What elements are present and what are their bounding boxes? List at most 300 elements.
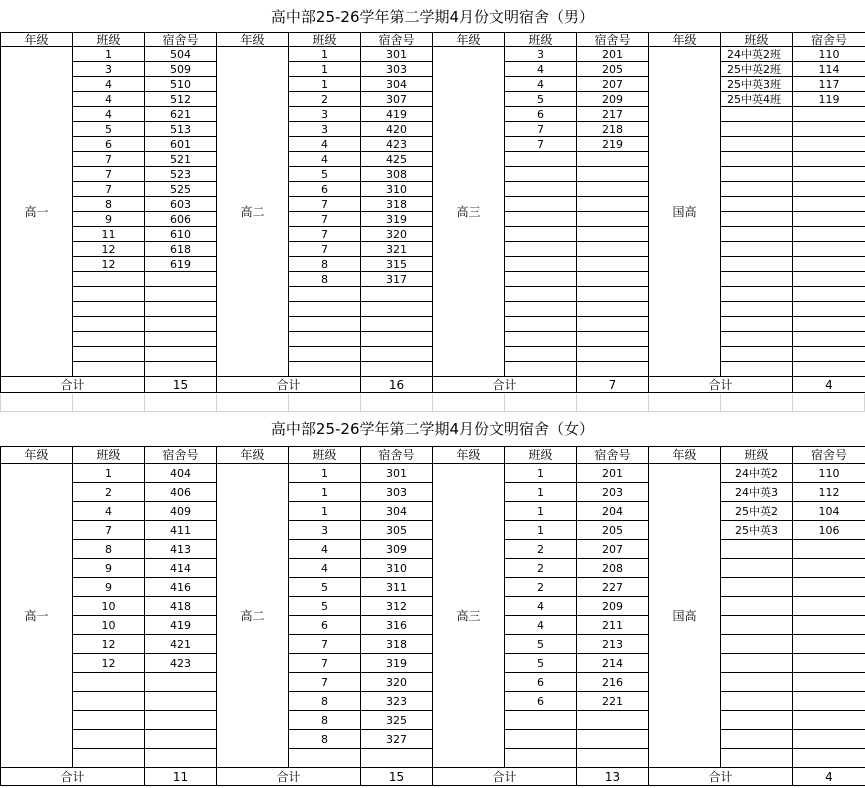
- girls-total-label-0: 合计: [1, 768, 145, 786]
- room-cell: [145, 692, 217, 711]
- room-cell: [793, 152, 865, 167]
- room-cell: [793, 578, 865, 597]
- room-cell: 601: [145, 137, 217, 152]
- class-cell: 12: [73, 242, 145, 257]
- room-cell: 413: [145, 540, 217, 559]
- girls-dormitory-table: [0, 446, 865, 786]
- class-cell: 4: [505, 597, 577, 616]
- class-cell: [73, 287, 145, 302]
- class-cell: 2: [505, 578, 577, 597]
- room-cell: 117: [793, 77, 865, 92]
- room-cell: 618: [145, 242, 217, 257]
- boys-dormitory-table: [0, 32, 865, 393]
- room-cell: [793, 597, 865, 616]
- class-cell: [505, 287, 577, 302]
- class-cell: [721, 711, 793, 730]
- room-cell: [361, 347, 433, 362]
- girls-grade-cell-1: 高二: [217, 464, 289, 768]
- class-cell: 7: [73, 167, 145, 182]
- girls-header-class-1: 班级: [289, 447, 361, 464]
- boys-total-value-3: 4: [793, 377, 865, 393]
- class-cell: [73, 749, 145, 768]
- girls-header-class-0: 班级: [73, 447, 145, 464]
- class-cell: 6: [505, 692, 577, 711]
- class-cell: [721, 212, 793, 227]
- class-cell: 1: [289, 464, 361, 483]
- room-cell: 610: [145, 227, 217, 242]
- room-cell: [793, 317, 865, 332]
- room-cell: [793, 272, 865, 287]
- room-cell: [145, 302, 217, 317]
- room-cell: 207: [577, 77, 649, 92]
- class-cell: 12: [73, 635, 145, 654]
- room-cell: 523: [145, 167, 217, 182]
- class-cell: 24中英3: [721, 483, 793, 502]
- class-cell: 3: [73, 62, 145, 77]
- boys-total-label-0: 合计: [1, 377, 145, 393]
- room-cell: 423: [361, 137, 433, 152]
- boys-header-grade-2: 年级: [433, 33, 505, 47]
- room-cell: 409: [145, 502, 217, 521]
- boys-table-title: 高中部25-26学年第二学期4月份文明宿舍（男）: [270, 8, 595, 26]
- room-cell: [145, 317, 217, 332]
- room-cell: 119: [793, 92, 865, 107]
- class-cell: [289, 332, 361, 347]
- room-cell: 110: [793, 464, 865, 483]
- girls-header-grade-3: 年级: [649, 447, 721, 464]
- class-cell: [505, 182, 577, 197]
- boys-header-grade-3: 年级: [649, 33, 721, 47]
- class-cell: 7: [289, 212, 361, 227]
- class-cell: [721, 692, 793, 711]
- class-cell: [505, 212, 577, 227]
- room-cell: [793, 749, 865, 768]
- class-cell: 2: [73, 483, 145, 502]
- boys-header-class-1: 班级: [289, 33, 361, 47]
- room-cell: [577, 197, 649, 212]
- room-cell: [577, 730, 649, 749]
- class-cell: 7: [289, 242, 361, 257]
- room-cell: [793, 654, 865, 673]
- room-cell: 207: [577, 540, 649, 559]
- class-cell: [721, 257, 793, 272]
- class-cell: 8: [289, 730, 361, 749]
- class-cell: 4: [505, 77, 577, 92]
- room-cell: 307: [361, 92, 433, 107]
- class-cell: [721, 597, 793, 616]
- room-cell: [577, 711, 649, 730]
- girls-header-grade-1: 年级: [217, 447, 289, 464]
- class-cell: [505, 302, 577, 317]
- class-cell: [721, 197, 793, 212]
- class-cell: 4: [73, 77, 145, 92]
- class-cell: 8: [73, 197, 145, 212]
- boys-header-class-2: 班级: [505, 33, 577, 47]
- class-cell: 7: [289, 635, 361, 654]
- girls-header-row: [1, 447, 865, 464]
- class-cell: 4: [289, 559, 361, 578]
- class-cell: [505, 272, 577, 287]
- class-cell: [505, 197, 577, 212]
- room-cell: 304: [361, 502, 433, 521]
- room-cell: [361, 749, 433, 768]
- class-cell: 1: [73, 464, 145, 483]
- room-cell: [577, 347, 649, 362]
- room-cell: [793, 302, 865, 317]
- class-cell: [721, 107, 793, 122]
- class-cell: [505, 167, 577, 182]
- class-cell: 11: [73, 227, 145, 242]
- class-cell: 24中英2班: [721, 47, 793, 62]
- room-cell: 304: [361, 77, 433, 92]
- room-cell: [577, 227, 649, 242]
- class-cell: [721, 137, 793, 152]
- class-cell: 1: [289, 483, 361, 502]
- class-cell: 1: [289, 47, 361, 62]
- class-cell: [721, 347, 793, 362]
- class-cell: [505, 152, 577, 167]
- class-cell: 1: [505, 502, 577, 521]
- boys-grade-cell-2: 高三: [433, 47, 505, 377]
- room-cell: [793, 227, 865, 242]
- class-cell: [721, 317, 793, 332]
- boys-total-value-0: 15: [145, 377, 217, 393]
- room-cell: [793, 242, 865, 257]
- room-cell: [145, 673, 217, 692]
- class-cell: 2: [505, 540, 577, 559]
- girls-total-label-2: 合计: [433, 768, 577, 786]
- class-cell: 6: [289, 616, 361, 635]
- room-cell: 208: [577, 559, 649, 578]
- class-cell: [73, 673, 145, 692]
- class-cell: 10: [73, 597, 145, 616]
- boys-grade-cell-1: 高二: [217, 47, 289, 377]
- room-cell: [361, 317, 433, 332]
- class-cell: 8: [289, 692, 361, 711]
- class-cell: 7: [73, 521, 145, 540]
- class-cell: [73, 692, 145, 711]
- class-cell: [289, 362, 361, 377]
- room-cell: [145, 711, 217, 730]
- boys-header-room-2: 宿舍号: [577, 33, 649, 47]
- room-cell: 316: [361, 616, 433, 635]
- girls-header-room-1: 宿舍号: [361, 447, 433, 464]
- room-cell: [361, 362, 433, 377]
- room-cell: 114: [793, 62, 865, 77]
- class-cell: 1: [505, 483, 577, 502]
- room-cell: 619: [145, 257, 217, 272]
- class-cell: 1: [505, 464, 577, 483]
- class-cell: 24中英2: [721, 464, 793, 483]
- room-cell: 216: [577, 673, 649, 692]
- class-cell: [505, 711, 577, 730]
- room-cell: [793, 182, 865, 197]
- class-cell: 4: [73, 107, 145, 122]
- room-cell: [145, 749, 217, 768]
- class-cell: 6: [73, 137, 145, 152]
- class-cell: 12: [73, 257, 145, 272]
- room-cell: 406: [145, 483, 217, 502]
- room-cell: [145, 347, 217, 362]
- class-cell: 4: [289, 137, 361, 152]
- boys-total-row: [1, 377, 865, 393]
- class-cell: 8: [289, 257, 361, 272]
- girls-grade-cell-2: 高三: [433, 464, 505, 768]
- room-cell: 213: [577, 635, 649, 654]
- class-cell: 7: [505, 122, 577, 137]
- class-cell: [505, 242, 577, 257]
- class-cell: 7: [289, 197, 361, 212]
- class-cell: 6: [505, 673, 577, 692]
- room-cell: [793, 257, 865, 272]
- room-cell: 320: [361, 227, 433, 242]
- boys-header-class-3: 班级: [721, 33, 793, 47]
- girls-header-room-3: 宿舍号: [793, 447, 865, 464]
- room-cell: [577, 242, 649, 257]
- table-row: [1, 47, 865, 62]
- boys-header-row: [1, 33, 865, 47]
- room-cell: 621: [145, 107, 217, 122]
- class-cell: [721, 272, 793, 287]
- room-cell: [577, 212, 649, 227]
- room-cell: 301: [361, 464, 433, 483]
- class-cell: 25中英2: [721, 502, 793, 521]
- class-cell: [721, 287, 793, 302]
- class-cell: [73, 317, 145, 332]
- class-cell: 8: [289, 272, 361, 287]
- class-cell: 2: [505, 559, 577, 578]
- boys-total-label-3: 合计: [649, 377, 793, 393]
- room-cell: [145, 362, 217, 377]
- class-cell: [721, 242, 793, 257]
- class-cell: [505, 317, 577, 332]
- room-cell: 303: [361, 483, 433, 502]
- room-cell: 104: [793, 502, 865, 521]
- class-cell: 8: [289, 711, 361, 730]
- class-cell: [73, 730, 145, 749]
- room-cell: [145, 287, 217, 302]
- boys-header-room-3: 宿舍号: [793, 33, 865, 47]
- boys-total-value-1: 16: [361, 377, 433, 393]
- boys-header-grade-0: 年级: [1, 33, 73, 47]
- room-cell: 201: [577, 464, 649, 483]
- room-cell: [577, 302, 649, 317]
- room-cell: 504: [145, 47, 217, 62]
- class-cell: 1: [289, 502, 361, 521]
- class-cell: [721, 673, 793, 692]
- room-cell: 525: [145, 182, 217, 197]
- class-cell: [73, 347, 145, 362]
- room-cell: 309: [361, 540, 433, 559]
- room-cell: 112: [793, 483, 865, 502]
- class-cell: [289, 347, 361, 362]
- boys-header-room-0: 宿舍号: [145, 33, 217, 47]
- class-cell: [721, 182, 793, 197]
- class-cell: 4: [505, 616, 577, 635]
- boys-grade-cell-3: 国高: [649, 47, 721, 377]
- class-cell: 6: [289, 182, 361, 197]
- girls-total-value-3: 4: [793, 768, 865, 786]
- class-cell: [721, 152, 793, 167]
- class-cell: 3: [505, 47, 577, 62]
- girls-header-grade-0: 年级: [1, 447, 73, 464]
- room-cell: 310: [361, 182, 433, 197]
- room-cell: [793, 730, 865, 749]
- room-cell: [577, 272, 649, 287]
- class-cell: 7: [73, 182, 145, 197]
- room-cell: 425: [361, 152, 433, 167]
- room-cell: [793, 347, 865, 362]
- girls-grade-cell-0: 高一: [1, 464, 73, 768]
- class-cell: 1: [289, 77, 361, 92]
- class-cell: 7: [289, 654, 361, 673]
- room-cell: 325: [361, 711, 433, 730]
- room-cell: [793, 362, 865, 377]
- room-cell: 411: [145, 521, 217, 540]
- class-cell: [289, 317, 361, 332]
- sheet-spacer-row: [0, 394, 865, 412]
- room-cell: 218: [577, 122, 649, 137]
- class-cell: [721, 167, 793, 182]
- room-cell: 214: [577, 654, 649, 673]
- class-cell: [289, 287, 361, 302]
- class-cell: [505, 749, 577, 768]
- room-cell: 217: [577, 107, 649, 122]
- room-cell: [793, 107, 865, 122]
- room-cell: [793, 197, 865, 212]
- class-cell: 5: [505, 92, 577, 107]
- class-cell: [505, 257, 577, 272]
- room-cell: 521: [145, 152, 217, 167]
- room-cell: 327: [361, 730, 433, 749]
- room-cell: 421: [145, 635, 217, 654]
- room-cell: [793, 635, 865, 654]
- class-cell: [721, 362, 793, 377]
- room-cell: [793, 287, 865, 302]
- room-cell: 317: [361, 272, 433, 287]
- girls-grade-cell-3: 国高: [649, 464, 721, 768]
- boys-header-grade-1: 年级: [217, 33, 289, 47]
- room-cell: [793, 559, 865, 578]
- room-cell: [145, 730, 217, 749]
- girls-header-room-2: 宿舍号: [577, 447, 649, 464]
- room-cell: 318: [361, 197, 433, 212]
- class-cell: 1: [289, 62, 361, 77]
- room-cell: 110: [793, 47, 865, 62]
- girls-total-label-3: 合计: [649, 768, 793, 786]
- class-cell: 25中英3班: [721, 77, 793, 92]
- room-cell: 603: [145, 197, 217, 212]
- room-cell: 310: [361, 559, 433, 578]
- class-cell: [721, 635, 793, 654]
- room-cell: [577, 317, 649, 332]
- class-cell: 4: [73, 502, 145, 521]
- room-cell: [577, 257, 649, 272]
- class-cell: [505, 332, 577, 347]
- room-cell: 318: [361, 635, 433, 654]
- room-cell: 419: [361, 107, 433, 122]
- boys-header-class-0: 班级: [73, 33, 145, 47]
- room-cell: [793, 692, 865, 711]
- room-cell: [361, 332, 433, 347]
- room-cell: [577, 749, 649, 768]
- girls-table-title: 高中部25-26学年第二学期4月份文明宿舍（女）: [270, 420, 595, 438]
- girls-header-room-0: 宿舍号: [145, 447, 217, 464]
- room-cell: 311: [361, 578, 433, 597]
- room-cell: 606: [145, 212, 217, 227]
- room-cell: [577, 167, 649, 182]
- class-cell: 5: [289, 578, 361, 597]
- class-cell: 10: [73, 616, 145, 635]
- class-cell: 3: [289, 107, 361, 122]
- girls-total-row: [1, 768, 865, 786]
- room-cell: [793, 616, 865, 635]
- class-cell: [721, 122, 793, 137]
- class-cell: 4: [73, 92, 145, 107]
- class-cell: 4: [505, 62, 577, 77]
- room-cell: 423: [145, 654, 217, 673]
- class-cell: 4: [289, 540, 361, 559]
- boys-total-label-1: 合计: [217, 377, 361, 393]
- class-cell: 3: [289, 122, 361, 137]
- girls-header-class-3: 班级: [721, 447, 793, 464]
- class-cell: 1: [505, 521, 577, 540]
- room-cell: 209: [577, 597, 649, 616]
- girls-header-grade-2: 年级: [433, 447, 505, 464]
- room-cell: [577, 362, 649, 377]
- class-cell: 9: [73, 212, 145, 227]
- class-cell: 25中英3: [721, 521, 793, 540]
- room-cell: 315: [361, 257, 433, 272]
- room-cell: [793, 673, 865, 692]
- room-cell: 308: [361, 167, 433, 182]
- room-cell: 211: [577, 616, 649, 635]
- room-cell: [793, 122, 865, 137]
- room-cell: 204: [577, 502, 649, 521]
- room-cell: 106: [793, 521, 865, 540]
- class-cell: [721, 302, 793, 317]
- class-cell: 2: [289, 92, 361, 107]
- room-cell: [793, 711, 865, 730]
- class-cell: 12: [73, 654, 145, 673]
- class-cell: 6: [505, 107, 577, 122]
- class-cell: [721, 749, 793, 768]
- room-cell: [145, 332, 217, 347]
- room-cell: 404: [145, 464, 217, 483]
- class-cell: 5: [505, 635, 577, 654]
- class-cell: 3: [289, 521, 361, 540]
- class-cell: 9: [73, 578, 145, 597]
- room-cell: 219: [577, 137, 649, 152]
- class-cell: 4: [289, 152, 361, 167]
- room-cell: [361, 287, 433, 302]
- room-cell: [577, 182, 649, 197]
- room-cell: 414: [145, 559, 217, 578]
- class-cell: [505, 347, 577, 362]
- room-cell: [361, 302, 433, 317]
- class-cell: [721, 730, 793, 749]
- class-cell: 1: [73, 47, 145, 62]
- room-cell: 203: [577, 483, 649, 502]
- room-cell: 301: [361, 47, 433, 62]
- class-cell: [289, 302, 361, 317]
- class-cell: 5: [289, 167, 361, 182]
- boys-grade-cell-0: 高一: [1, 47, 73, 377]
- class-cell: 5: [73, 122, 145, 137]
- class-cell: [721, 559, 793, 578]
- class-cell: [73, 332, 145, 347]
- class-cell: 7: [505, 137, 577, 152]
